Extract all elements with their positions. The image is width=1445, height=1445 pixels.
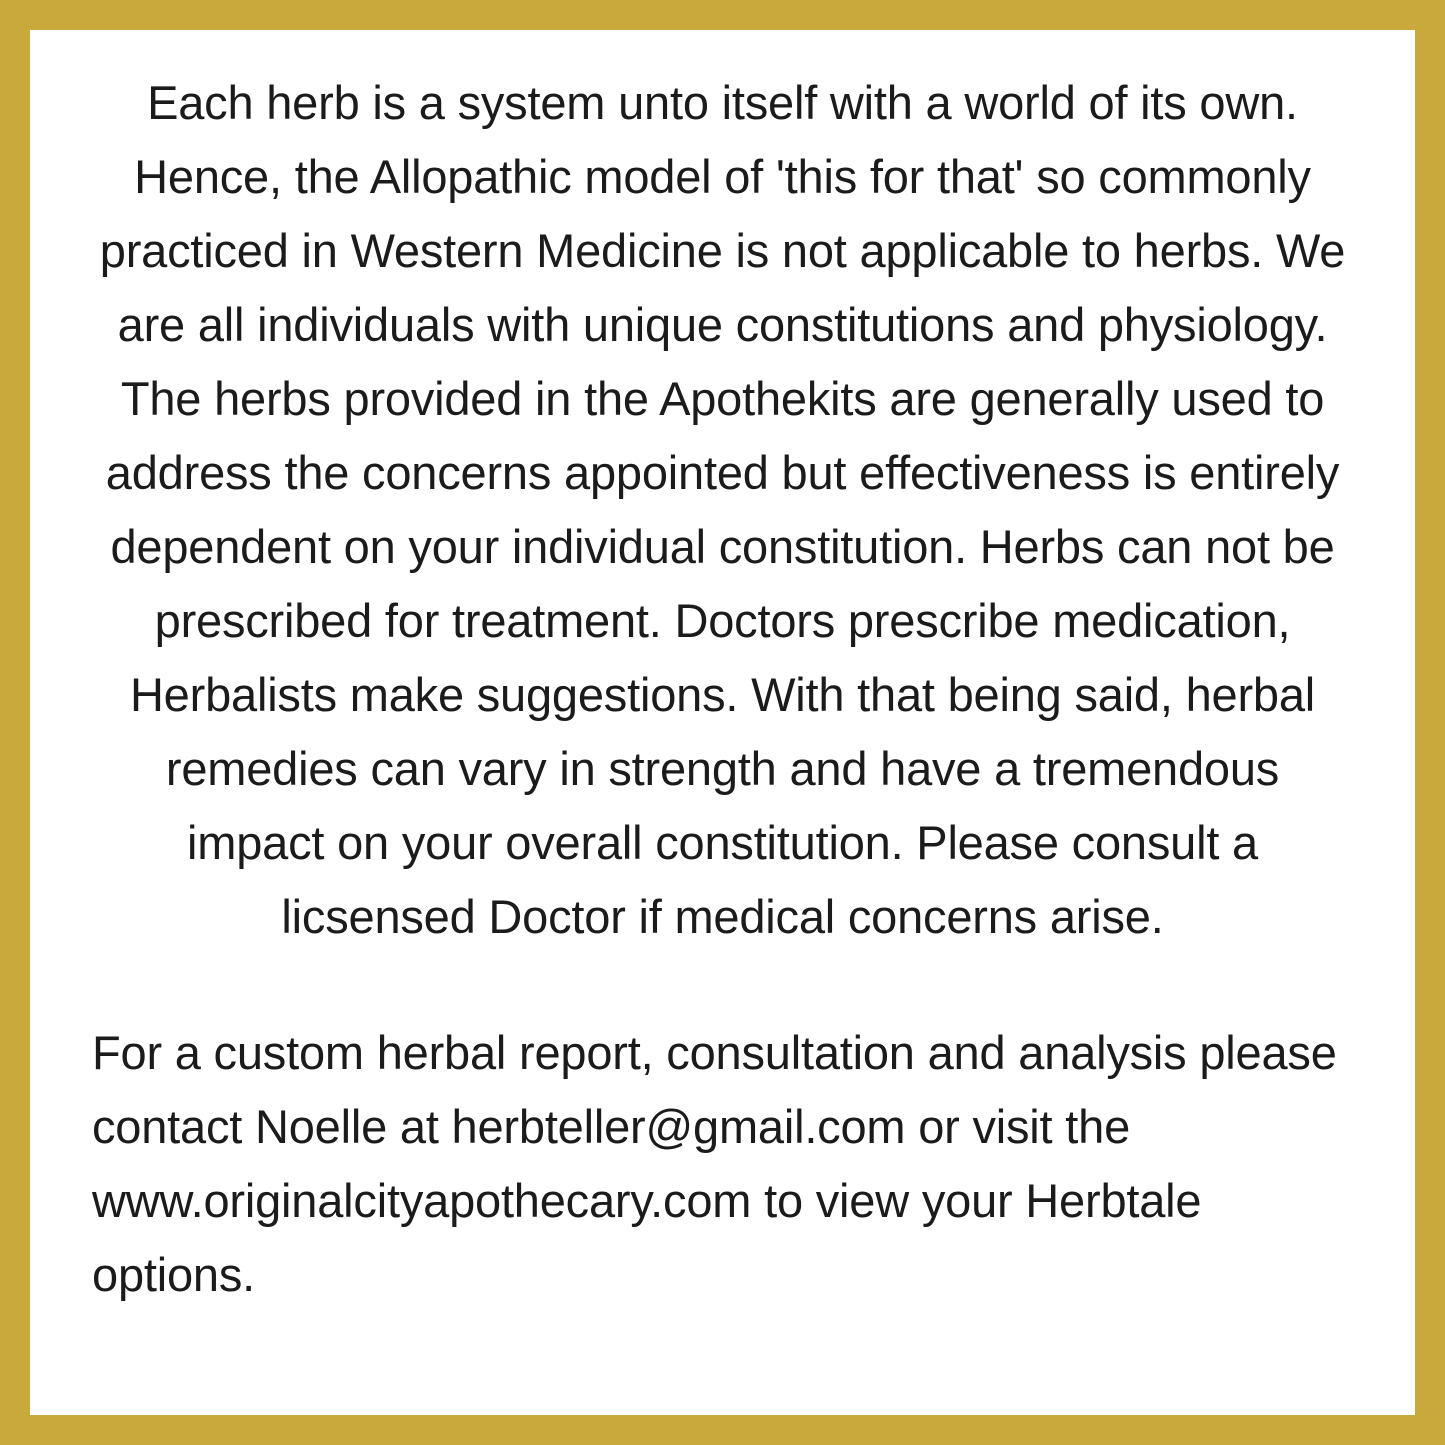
contact-paragraph: For a custom herbal report, consultation and analysis please contact Noelle at herbteller@gmail.com or visit the www.originalcityapothecary.com to view your Herbtale options. (92, 1026, 1337, 1302)
disclaimer-paragraph: Each herb is a system unto itself with a world of its own. Hence, the Allopathic model of 'this for that' so commonly practiced in Western Medicine is not applicable to herbs. We are all individuals with unique constitutions and physiology. The herbs provided in the Apothekits are generally used to address the concerns appointed but effectiveness is entirely dependent on your individual constitution. Herbs can not be prescribed for treatment. Doctors prescribe medication, Herbalists make suggestions. With that being said, herbal remedies can vary in strength and have a tremendous impact on your overall constitution. Please consult a licsensed Doctor if medical concerns arise. (99, 76, 1346, 944)
disclaimer-card (30, 30, 1415, 1415)
